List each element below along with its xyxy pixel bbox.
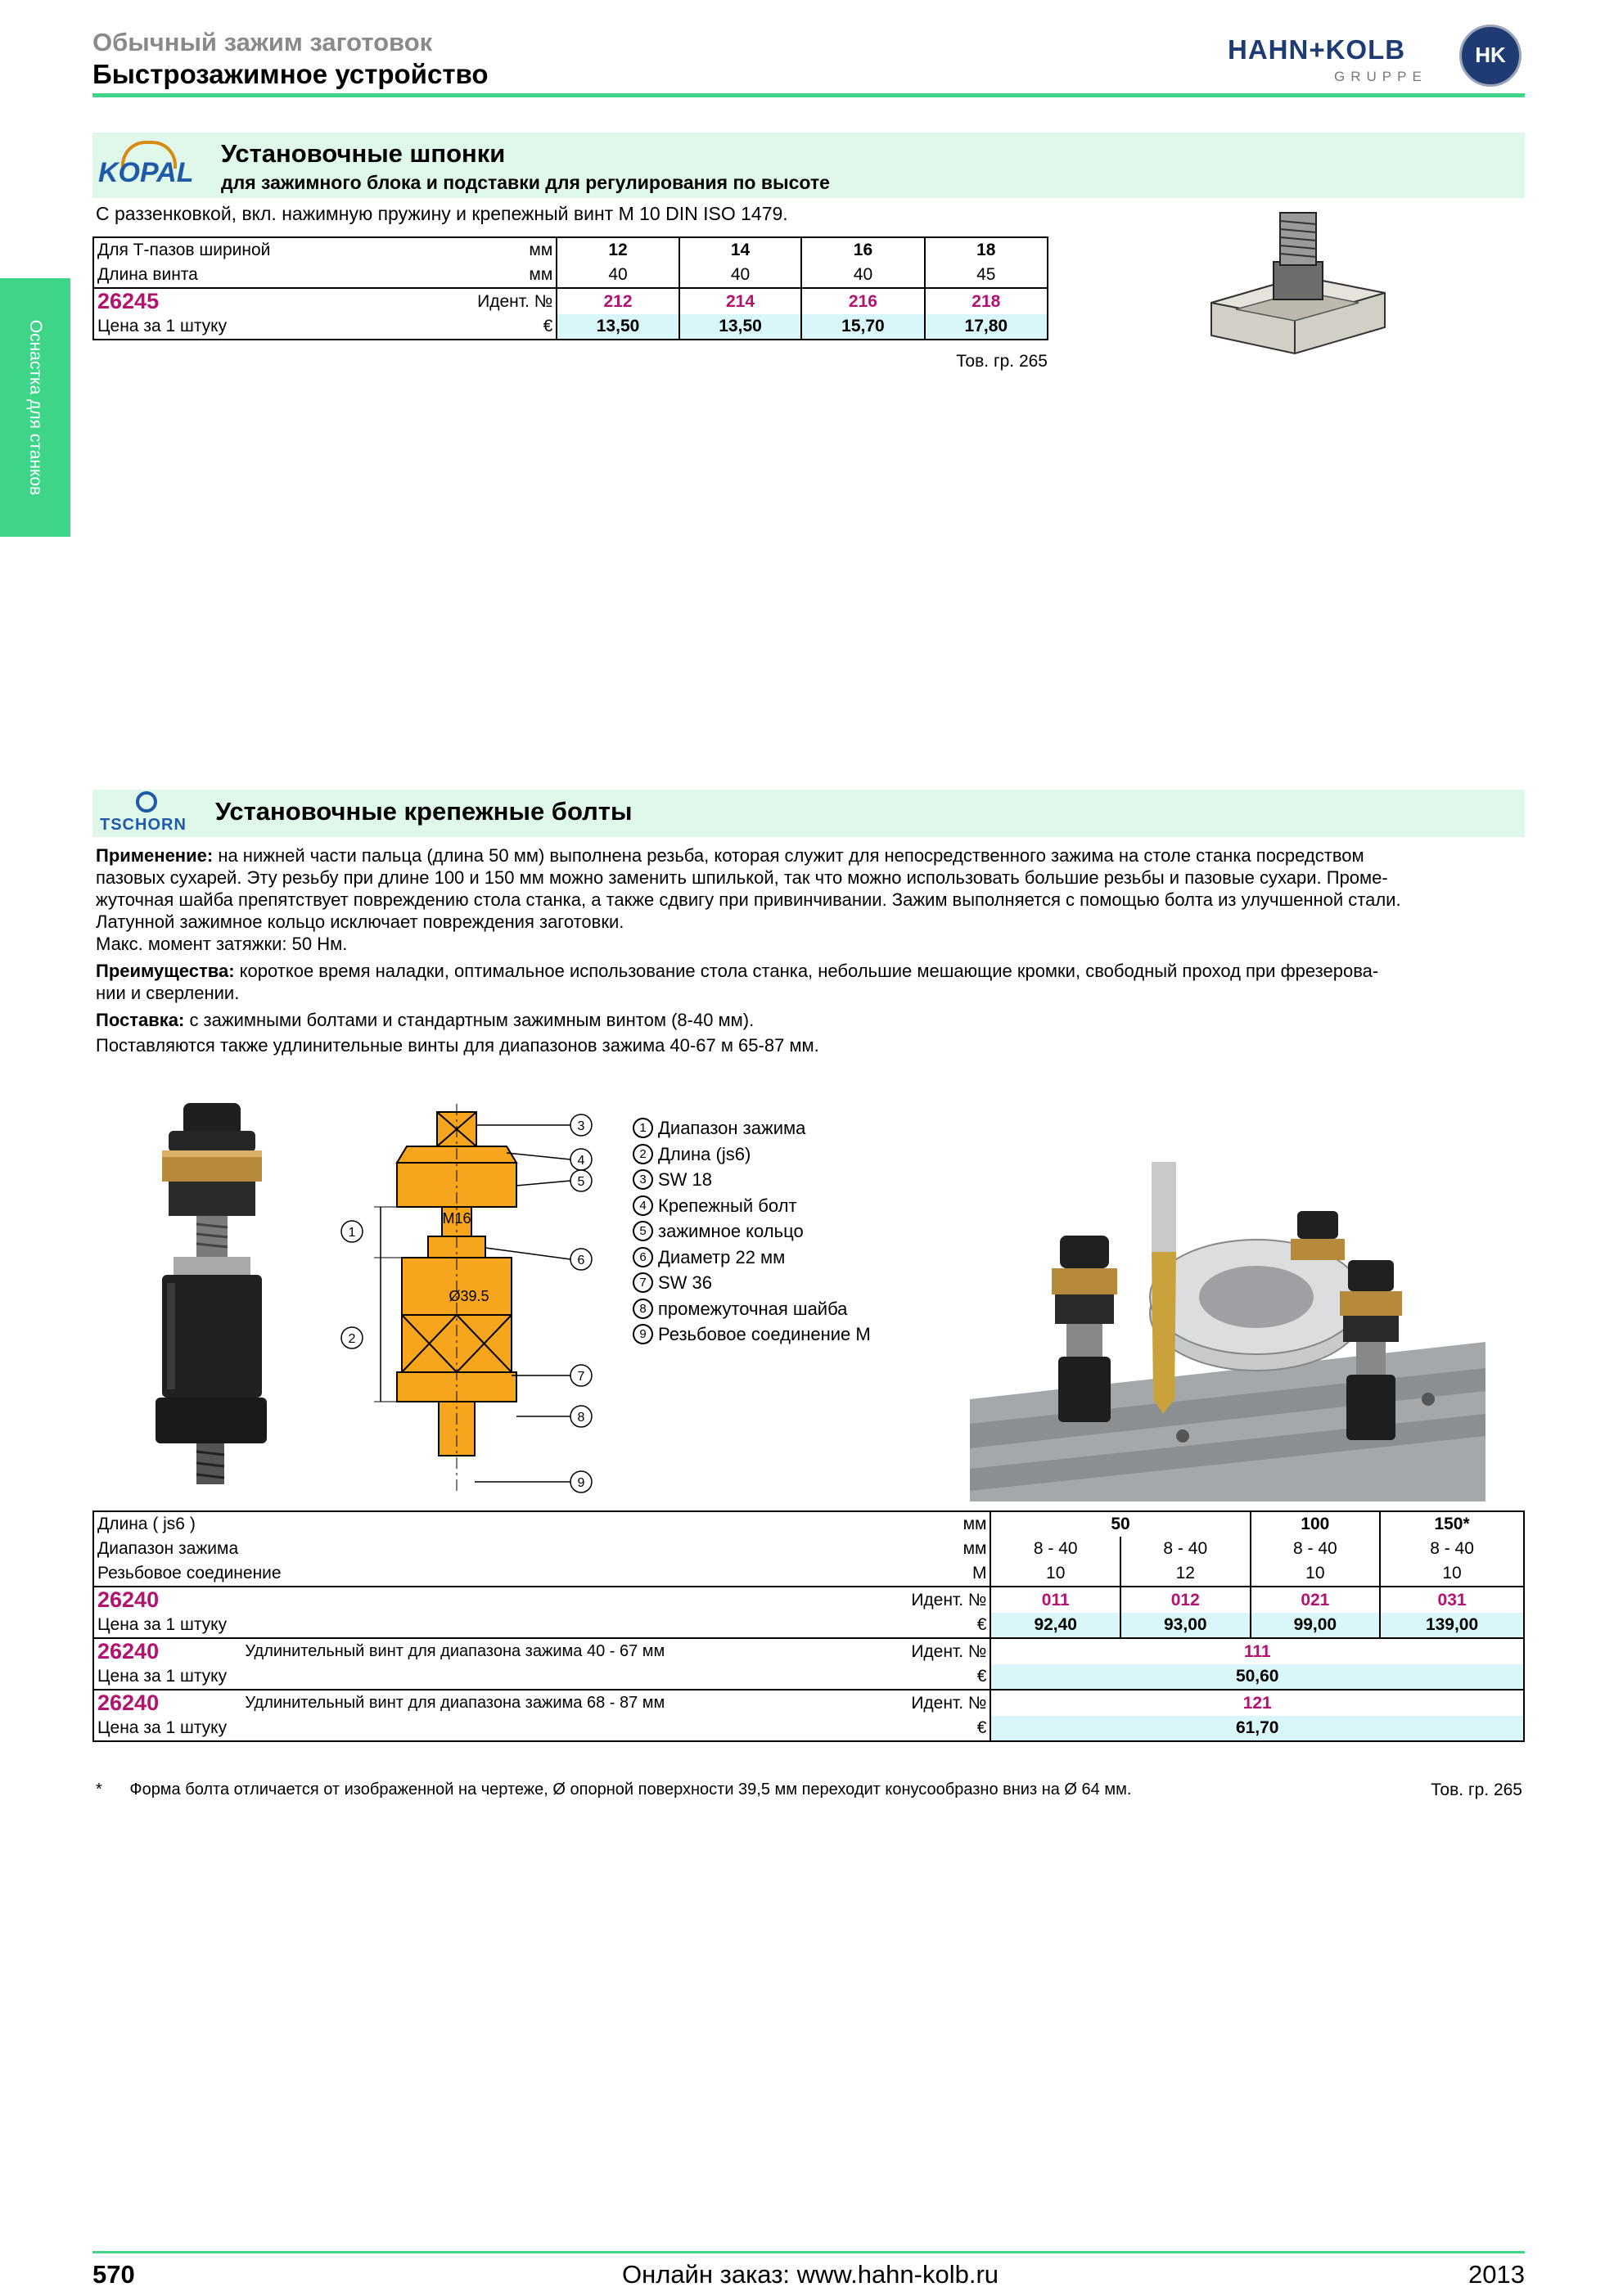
- ident-cell: 218: [925, 288, 1048, 314]
- row-unit: M: [725, 1561, 991, 1587]
- callout-label: 1: [348, 1226, 356, 1240]
- table-cell: 8 - 40: [1251, 1537, 1381, 1561]
- advantages-line: короткое время наладки, оптимальное использование стола станка, небольшие мешающие кромки, свободный проход при фрезерова-: [239, 961, 1379, 981]
- footnote-star: *: [96, 1781, 102, 1799]
- application-label: Применение:: [96, 845, 214, 866]
- table-cell: 10: [1251, 1561, 1381, 1587]
- technical-drawing: [331, 1101, 614, 1501]
- table-cell: 100: [1251, 1511, 1381, 1537]
- row-label: Диапазон зажима: [93, 1537, 725, 1561]
- callout-label: 4: [577, 1154, 585, 1168]
- table-cell: 40: [801, 263, 924, 288]
- kopal-logo-text: KOPAL: [98, 157, 194, 188]
- page-category: Обычный зажим заготовок: [92, 28, 433, 56]
- legend-item: [633, 1193, 871, 1219]
- ident-cell: 021: [1251, 1587, 1381, 1613]
- article-number: 26240: [93, 1587, 725, 1613]
- legend-item: [633, 1218, 871, 1245]
- legend-text: Крепежный болт: [658, 1195, 797, 1216]
- callout-label: 8: [577, 1411, 585, 1425]
- row-unit: €: [725, 1716, 991, 1741]
- table-cell: 10: [1380, 1561, 1524, 1587]
- tschorn-logo-mark: [136, 791, 157, 813]
- row-label: Длина винта: [93, 263, 471, 288]
- thread-label: M16: [442, 1210, 471, 1227]
- price-cell: 139,00: [1380, 1613, 1524, 1638]
- legend-text: Длина (js6): [658, 1143, 751, 1164]
- price-cell: 93,00: [1120, 1613, 1251, 1638]
- table-row: [93, 263, 1048, 288]
- row-label: Резьбовое соединение: [93, 1561, 725, 1587]
- online-order: Онлайн заказ: www.hahn-kolb.ru: [622, 2260, 999, 2289]
- row-unit: мм: [725, 1537, 991, 1561]
- legend-number: 6: [633, 1247, 653, 1267]
- table-cell: 50: [990, 1511, 1250, 1537]
- legend-number: 2: [633, 1144, 653, 1164]
- ident-cell: 212: [557, 288, 679, 314]
- diameter-label: Ø39.5: [449, 1288, 489, 1304]
- kopal-logo: [97, 141, 207, 187]
- section1-title: Установочные шпонки: [221, 139, 506, 168]
- tschorn-logo: [97, 790, 203, 837]
- legend-number: 7: [633, 1272, 653, 1293]
- table-cell: 18: [925, 237, 1048, 263]
- application-photo: [970, 1154, 1485, 1501]
- section2-description: [96, 844, 1524, 1056]
- application-line: пазовых сухарей. Эту резьбу при длине 100 и 150 мм можно заменить шпилькой, так что можно использовать большие резьбы и пазовые сухари. Проме-: [96, 867, 1388, 888]
- table-row: [93, 1716, 1524, 1741]
- legend-text: SW 36: [658, 1272, 713, 1293]
- catalog-year: 2013: [1468, 2260, 1525, 2289]
- table-cell: 16: [801, 237, 924, 263]
- price-cell: 50,60: [990, 1664, 1524, 1690]
- extension-note: Поставляются также удлинительные винты для диапазонов зажима 40-67 м 65-87 мм.: [96, 1035, 819, 1056]
- price-cell: 17,80: [925, 314, 1048, 340]
- row-label: Цена за 1 штуку: [93, 1664, 725, 1690]
- table-row: [93, 237, 1048, 263]
- table-cell: 8 - 40: [990, 1537, 1120, 1561]
- advantages-label: Преимущества:: [96, 961, 235, 981]
- brand-logo: [1228, 25, 1526, 90]
- application-line: Макс. момент затяжки: 50 Нм.: [96, 934, 348, 954]
- section1-table: [92, 236, 1048, 340]
- table-cell: 12: [1120, 1561, 1251, 1587]
- legend-number: 5: [633, 1221, 653, 1241]
- hk-logo-icon: [1459, 25, 1522, 87]
- application-line: на нижней части пальца (длина 50 мм) выполнена резьба, которая служит для непосредственного зажима на столе станка посредством: [218, 845, 1364, 866]
- legend-number: 9: [633, 1324, 653, 1344]
- row-unit: €: [471, 314, 557, 340]
- page-title: Быстрозажимное устройство: [92, 59, 489, 89]
- row-label: Длина ( js6 ): [93, 1511, 725, 1537]
- section2-title: Установочные крепежные болты: [215, 797, 633, 826]
- legend-item: [633, 1245, 871, 1271]
- table-row: [93, 1537, 1524, 1561]
- table-row: [93, 1664, 1524, 1690]
- header-rule: [92, 93, 1525, 97]
- side-tab-label: Оснастка для станков: [26, 319, 45, 496]
- fixing-bolt-image: [131, 1096, 295, 1497]
- setting-key-image: [1203, 205, 1391, 376]
- footnote: [96, 1781, 1131, 1799]
- row-unit: Идент. №: [725, 1638, 991, 1664]
- callout-label: 7: [577, 1370, 585, 1384]
- row-unit: мм: [471, 237, 557, 263]
- legend-item: [633, 1141, 871, 1168]
- legend-text: Диаметр 22 мм: [658, 1246, 786, 1267]
- ident-cell: 011: [990, 1587, 1120, 1613]
- ident-cell: 031: [1380, 1587, 1524, 1613]
- row-unit: мм: [471, 263, 557, 288]
- article-number: 26240: [93, 1690, 241, 1716]
- delivery-paragraph: [96, 1009, 1524, 1031]
- legend-text: зажимное кольцо: [658, 1221, 804, 1241]
- legend-item: [633, 1321, 871, 1348]
- delivery-text: с зажимными болтами и стандартным зажимным винтом (8-40 мм).: [189, 1010, 755, 1030]
- table-cell: 45: [925, 263, 1048, 288]
- legend-item: [633, 1115, 871, 1141]
- row-unit: мм: [725, 1511, 991, 1537]
- row-unit: €: [725, 1664, 991, 1690]
- table-row: [93, 1561, 1524, 1587]
- row-unit: Идент. №: [725, 1587, 991, 1613]
- row-unit: €: [725, 1613, 991, 1638]
- table-row: [93, 1690, 1524, 1716]
- footer-rule: [92, 2251, 1525, 2253]
- extension-description: Удлинительный винт для диапазона зажима 68 - 87 мм: [241, 1690, 724, 1716]
- row-unit: Идент. №: [725, 1690, 991, 1716]
- hk-logo-letters: HK: [1475, 43, 1506, 67]
- extension-description: Удлинительный винт для диапазона зажима 40 - 67 мм: [241, 1638, 724, 1664]
- callout-label: 6: [577, 1254, 585, 1267]
- legend-item: [633, 1167, 871, 1193]
- table-cell: 40: [557, 263, 679, 288]
- footnote-text: Форма болта отличается от изображенной на чертеже, Ø опорной поверхности 39,5 мм переходит конусообразно вниз на Ø 64 мм.: [129, 1781, 1132, 1799]
- ident-cell: 012: [1120, 1587, 1251, 1613]
- callout-label: 3: [577, 1119, 585, 1133]
- table-cell: 14: [679, 237, 802, 263]
- row-label: Цена за 1 штуку: [93, 1613, 725, 1638]
- application-paragraph: [96, 844, 1524, 955]
- table-cell: 8 - 40: [1380, 1537, 1524, 1561]
- legend-number: 1: [633, 1118, 653, 1138]
- table-row: [93, 1511, 1524, 1537]
- price-cell: 92,40: [990, 1613, 1120, 1638]
- callout-label: 2: [348, 1332, 356, 1346]
- row-label: Цена за 1 штуку: [93, 1716, 725, 1741]
- legend-text: Резьбовое соединение M: [658, 1324, 871, 1344]
- legend-item: [633, 1270, 871, 1296]
- legend-text: SW 18: [658, 1169, 713, 1190]
- tschorn-logo-text: TSCHORN: [100, 816, 187, 834]
- legend-item: [633, 1296, 871, 1322]
- section2-product-group: Тов. гр. 265: [1431, 1781, 1522, 1799]
- drawing-legend: [633, 1115, 871, 1348]
- table-row: [93, 288, 1048, 314]
- legend-number: 4: [633, 1195, 653, 1216]
- legend-text: промежуточная шайба: [658, 1298, 848, 1319]
- table-cell: 150*: [1380, 1511, 1524, 1537]
- callout-label: 9: [577, 1476, 585, 1490]
- row-unit: Идент. №: [471, 288, 557, 314]
- section1-product-group: Тов. гр. 265: [956, 352, 1048, 371]
- table-row: [93, 314, 1048, 340]
- price-cell: 99,00: [1251, 1613, 1381, 1638]
- price-cell: 61,70: [990, 1716, 1524, 1741]
- section1-intro: С раззенковкой, вкл. нажимную пружину и крепежный винт M 10 DIN ISO 1479.: [96, 203, 788, 224]
- price-cell: 15,70: [801, 314, 924, 340]
- table-cell: 8 - 40: [1120, 1537, 1251, 1561]
- table-cell: 40: [679, 263, 802, 288]
- legend-number: 3: [633, 1169, 653, 1190]
- article-number: 26245: [93, 288, 471, 314]
- article-number: 26240: [93, 1638, 241, 1664]
- row-label: Для Т-пазов шириной: [93, 237, 471, 263]
- legend-number: 8: [633, 1299, 653, 1319]
- table-row: [93, 1613, 1524, 1638]
- section1-subtitle: для зажимного блока и подставки для регулирования по высоте: [221, 172, 830, 193]
- brand-group: GRUPPE: [1334, 69, 1427, 84]
- advantages-line: нии и сверлении.: [96, 983, 240, 1003]
- side-tab: [0, 278, 70, 537]
- table-row: [93, 1638, 1524, 1664]
- price-cell: 13,50: [557, 314, 679, 340]
- row-label: Цена за 1 штуку: [93, 314, 471, 340]
- table-cell: 12: [557, 237, 679, 263]
- callout-label: 5: [577, 1175, 585, 1189]
- delivery-label: Поставка:: [96, 1010, 185, 1030]
- page-number: 570: [92, 2260, 135, 2289]
- ident-cell: 214: [679, 288, 802, 314]
- ident-cell: 111: [990, 1638, 1524, 1664]
- price-cell: 13,50: [679, 314, 802, 340]
- advantages-paragraph: [96, 960, 1524, 1004]
- table-cell: 10: [990, 1561, 1120, 1587]
- section2-table: [92, 1510, 1525, 1742]
- legend-text: Диапазон зажима: [658, 1118, 806, 1138]
- application-line: Латунной зажимное кольцо исключает повреждения заготовки.: [96, 912, 624, 932]
- ident-cell: 216: [801, 288, 924, 314]
- ident-cell: 121: [990, 1690, 1524, 1716]
- table-row: [93, 1587, 1524, 1613]
- application-line: жуточная шайба препятствует повреждению стола станка, а также сдвигу при привинчивании. Зажим выполняется с помощью болта из улучшенной стали.: [96, 889, 1401, 910]
- brand-name: HAHN+KOLB: [1228, 34, 1406, 65]
